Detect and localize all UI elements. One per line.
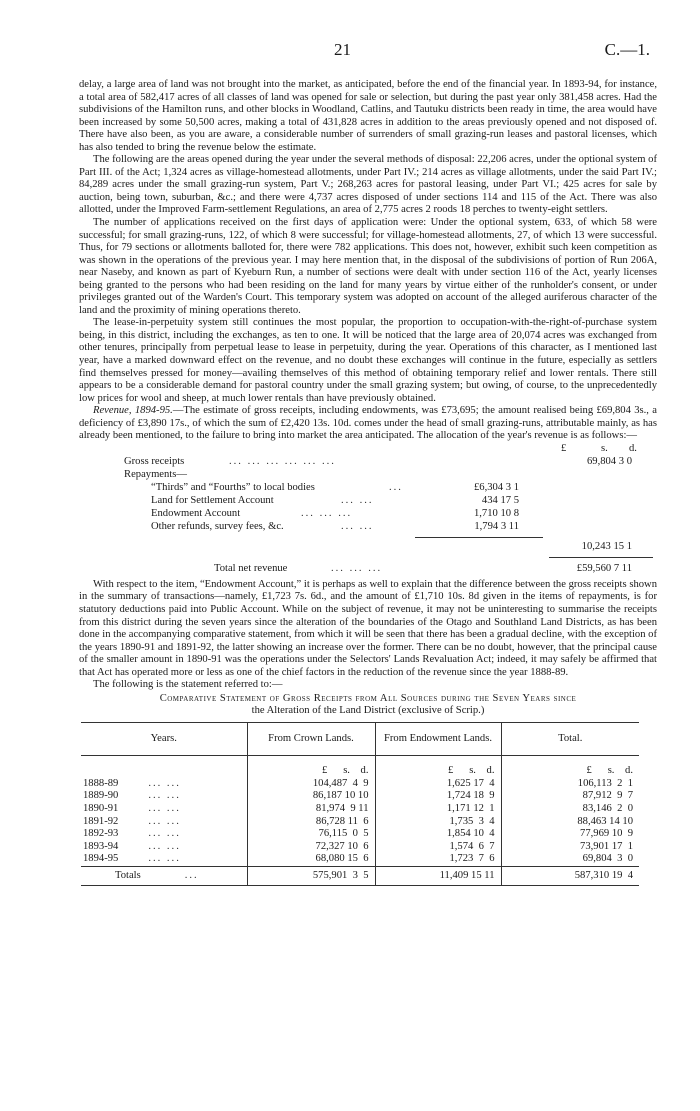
repayment-item-label: Other refunds, survey fees, &c. — [151, 520, 284, 532]
table-row — [81, 803, 639, 816]
repayment-item-value: 1,710 10 8 — [473, 507, 519, 519]
total-value: 88,463 14 10 — [501, 816, 639, 829]
paragraph-4: The lease-in-perpetuity system still continues the most popular, the proportion to occupation-with-the-right-of-purchase system being, in this district, including the exchanges, as ten to one. It will be noticed that the large area of 20,074 acres was exchanged from other tenures, principally from perpetual lease to lease in perpetuity, during the year. Operations of this character, as I mentioned last year, have a marked downward effect on the revenue, and no doubt these exchanges will continue in the future, especially as settlers find themselves pressed for money—availing themselves of this method of obtaining temporary relief and lower rentals. There still appears to be a considerable demand for pastoral country under the small grazing system; but owing, of course, to the unprecedentedly low prices for wool and sheep, at much lower rentals than have previously obtained. — [79, 317, 657, 404]
row-leader: ... ... — [148, 828, 181, 840]
endowment-value: 1,625 17 4 — [375, 778, 501, 791]
page-header — [0, 40, 700, 66]
row-year — [81, 841, 247, 854]
gross-receipts-value: 69,804 3 0 — [586, 455, 632, 467]
column-header-endowment: From Endowment Lands. — [375, 722, 501, 755]
repayment-item-label: Land for Settlement Account — [151, 494, 274, 506]
units-crown: £ s. d. — [247, 755, 375, 778]
gross-receipts-label: Gross receipts — [124, 455, 185, 467]
gross-receipts-leader: ... ... ... ... ... ... — [229, 455, 336, 467]
table-header-row — [81, 722, 639, 755]
column-header-years: Years. — [81, 722, 247, 755]
totals-row — [81, 867, 639, 886]
crown-value: 104,487 4 9 — [247, 778, 375, 791]
row-year — [81, 853, 247, 866]
table-units-row — [81, 755, 639, 778]
revenue-paragraph — [79, 405, 657, 443]
paragraph-2: The following are the areas opened during the year under the several methods of disposal: 22,206 acres, under the optional system of Part III. of the Act; 1,324 acres as village-homestead allotments, under Part IV.; 214 acres as village allotments, under the said Part IV.; 84,289 acres under the small grazing-run system, Part V.; 268,263 acres for pastoral leasing, under Part VI.; 425 acres for sale by auction, being town, suburban, &c.; and there were 4,737 acres disposed of under sections 114 and 115 of the Act. There was also allotted, under the Improved Farm-settlement Regulations, an area of 2,775 acres 2 roods 18 perches to twenty-eight settlers. — [79, 154, 657, 216]
comparative-statement-table — [81, 722, 639, 886]
revenue-heading: Revenue, 1894-95. — [93, 405, 173, 417]
row-leader: ... ... — [148, 815, 181, 827]
table-row — [81, 828, 639, 841]
paragraph-3: The number of applications received on the first days of application were: Under the optional system, 633, of which 58 were successful; for small grazing-runs, 122, of which 8 were successful; for village-homestead allotments, 27, of which 13 were successful. Thus, for 79 sections or allotments balloted for, there were 782 applications. This does not, however, exhibit such keen competition as was shown in the operations of the previous year. I may here mention that, in the disposal of the subdivisions of portion of Run 206A, near Naseby, and known as part of Kyeburn Run, a number of sections were dealt with under section 116 of the Act, yearly licenses being granted to the persons who had been residing on the land for many years by virtue either of the runholder's consent, or under privileges granted out of the Warden's Court. This temporary system was adopted on account of the alleged auriferous character of the land and the proximity of mining operations thereto. — [79, 217, 657, 316]
repayment-item-row — [79, 495, 657, 508]
table-caption — [79, 693, 657, 718]
crown-value: 68,080 15 6 — [247, 853, 375, 866]
row-leader: ... ... — [148, 853, 181, 865]
units-endowment: £ s. d. — [375, 755, 501, 778]
total-value: 106,113 2 1 — [501, 778, 639, 791]
totals-endowment: 11,409 15 11 — [375, 867, 501, 886]
net-revenue-spacer — [79, 577, 657, 590]
endowment-value: 1,735 3 4 — [375, 816, 501, 829]
paragraph-1: delay, a large area of land was not brought into the market, as anticipated, before the end of the financial year. In 1893-94, for instance, a total area of 582,417 acres of all classes of land was opened for sale or selection, but during the past year only 381,458 acres. Had the subdivisions of the Hamilton runs, and other blocks in Woodland, Catlins, and Tautuku districts been ready in time, the area would have been increased by some 50,500 acres, making a total of 431,828 acres in addition to the areas previously opened and not disposed of. There have also been, as you are aware, a considerable number of surrenders of small grazing-run leases and pastoral licenses, which has also tended to bring the revenue below the estimate. — [79, 79, 657, 153]
year-label: 1889-90 — [83, 790, 119, 802]
repayments-total-value: 10,243 15 1 — [581, 540, 632, 552]
year-label: 1894-95 — [83, 853, 119, 865]
crown-value: 86,728 11 6 — [247, 816, 375, 829]
repayment-item-leader: ... ... — [341, 494, 374, 506]
column-header-total: Total. — [501, 722, 639, 755]
revenue-text: —The estimate of gross receipts, including endowments, was £73,695; the amount realised being £69,804 3s., a deficiency of £3,890 17s., of which the sum of £2,420 13s. 10d. comes under the head of small grazing-runs, attributable mainly, as has already been mentioned, to the failure to bring into market the area anticipated. The allocation of the year's revenue is as follows:— — [79, 405, 657, 442]
year-label: 1890-91 — [83, 803, 119, 815]
table-row — [81, 778, 639, 791]
unit-pounds: £ — [561, 442, 567, 454]
repayment-item-leader: ... ... — [341, 520, 374, 532]
revenue-allocation — [79, 443, 657, 615]
document-reference: C.—1. — [604, 40, 650, 59]
year-label: 1892-93 — [83, 828, 119, 840]
gross-receipts-row — [79, 456, 657, 469]
repayments-heading-row — [79, 469, 657, 482]
repayment-item-value: 434 17 5 — [481, 494, 519, 506]
allocation-units-row — [79, 443, 657, 456]
row-leader: ... ... — [148, 790, 181, 802]
page-body — [79, 79, 657, 886]
total-value: 83,146 2 0 — [501, 803, 639, 816]
crown-value: 86,187 10 10 — [247, 790, 375, 803]
unit-pence: d. — [629, 442, 637, 454]
net-revenue-row — [79, 563, 657, 576]
row-year — [81, 790, 247, 803]
net-revenue-label: Total net revenue — [214, 562, 288, 574]
year-label: 1891-92 — [83, 815, 119, 827]
repayments-label: Repayments— — [124, 468, 187, 480]
repayments-total-row — [79, 541, 657, 554]
units-total: £ s. d. — [501, 755, 639, 778]
total-value: 77,969 10 9 — [501, 828, 639, 841]
totals-crown: 575,901 3 5 — [247, 867, 375, 886]
table-caption-line-1: Comparative Statement of Gross Receipts from All Sources during the Seven Years since — [159, 692, 577, 704]
totals-total: 587,310 19 4 — [501, 867, 639, 886]
statement-intro: The following is the statement referred to:— — [93, 679, 283, 691]
row-leader: ... ... — [148, 840, 181, 852]
repayment-item-row — [79, 508, 657, 521]
year-label: 1888-89 — [83, 777, 119, 789]
endowment-value: 1,574 6 7 — [375, 841, 501, 854]
table-row — [81, 790, 639, 803]
totals-label: Totals — [115, 869, 141, 881]
repayment-item-leader: ... ... ... — [301, 507, 353, 519]
crown-value: 81,974 9 11 — [247, 803, 375, 816]
table-row — [81, 841, 639, 854]
row-year — [81, 803, 247, 816]
repayment-item-row — [79, 482, 657, 495]
repayment-item-leader: ... — [389, 481, 403, 493]
totals-leader: ... — [184, 869, 199, 881]
year-label: 1893-94 — [83, 840, 119, 852]
row-year — [81, 828, 247, 841]
row-leader: ... ... — [148, 777, 181, 789]
row-year — [81, 816, 247, 829]
repayment-item-value: 1,794 3 11 — [474, 520, 519, 532]
repayment-item-value: £6,304 3 1 — [473, 481, 519, 493]
endowment-value: 1,724 18 9 — [375, 790, 501, 803]
endowment-value: 1,854 10 4 — [375, 828, 501, 841]
crown-value: 72,327 10 6 — [247, 841, 375, 854]
row-year — [81, 778, 247, 791]
table-caption-line-2: the Alteration of the Land District (exclusive of Scrip.) — [251, 705, 485, 717]
total-value: 87,912 9 7 — [501, 790, 639, 803]
page-number: 21 — [334, 40, 351, 59]
crown-value: 76,115 0 5 — [247, 828, 375, 841]
totals-label-cell — [81, 867, 247, 886]
net-revenue-value: £59,560 7 11 — [576, 562, 632, 574]
repayment-item-label: “Thirds” and “Fourths” to local bodies — [151, 481, 315, 493]
total-value: 73,901 17 1 — [501, 841, 639, 854]
paragraph-after-allocation: With respect to the item, “Endowment Account,” it is perhaps as well to explain that the difference between the gross receipts shown in the summary of transactions—namely, £1,723 7s. 6d., and the amount of £1,710 10s. 8d given in the items of repayments, is for statutory deductions paid into Public Account. While on the subject of revenue, it may not be uninteresting to summarise the receipts from this district during the seven years since the alteration of the boundaries of the Otago and Southland Land Districts, as has been done in the accompanying comparative statement, from which it will be seen that there has been a gradual decline, with the exception of the years 1890-91 and 1891-92, the latter showing an increase over the former. There can be no doubt, however, that the principal cause of the smaller amount in 1890-91 was the operations under the Selectors' Lands Revaluation Act; indeed, it may safely be affirmed that that Act has operated more or less as one of the chief factors in the reduction of the revenue since the year 1888-89. — [79, 578, 657, 678]
table-row — [81, 816, 639, 829]
repayment-item-label: Endowment Account — [151, 507, 241, 519]
net-revenue-leader: ... ... ... — [331, 562, 383, 574]
total-rule — [549, 557, 653, 558]
endowment-value: 1,723 7 6 — [375, 853, 501, 866]
column-header-crown: From Crown Lands. — [247, 722, 375, 755]
subtotal-rule — [415, 537, 543, 538]
endowment-value: 1,171 12 1 — [375, 803, 501, 816]
unit-shillings: s. — [601, 442, 608, 454]
repayment-item-row — [79, 521, 657, 534]
row-leader: ... ... — [148, 803, 181, 815]
table-row — [81, 853, 639, 866]
units-spacer — [81, 755, 247, 778]
total-value: 69,804 3 0 — [501, 853, 639, 866]
